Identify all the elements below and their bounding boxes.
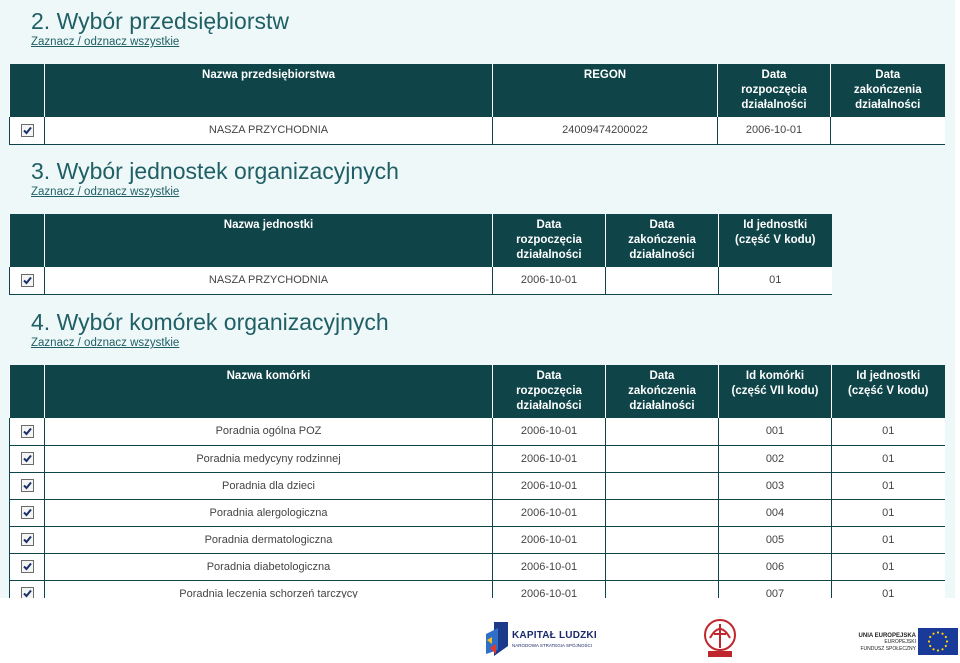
cell-name: NASZA PRZYCHODNIA: [45, 117, 493, 144]
enterprises-table: [9, 64, 945, 145]
row-checkbox-cell: [10, 553, 45, 580]
cell-end-date: [831, 117, 945, 144]
toggle-all-link[interactable]: Zaznacz / odznacz wszystkie: [31, 337, 180, 349]
cell-end-date: [606, 472, 719, 499]
column-header-name: Nazwa jednostki: [45, 214, 493, 267]
column-header-cell-id: Id komórki (część VII kodu): [719, 365, 832, 418]
checkbox-column-header: [10, 64, 45, 117]
cell-name: Poradnia diabetologiczna: [45, 553, 493, 580]
cell-unit-id: 01: [832, 526, 945, 553]
cell-end-date: [606, 580, 719, 598]
table-header-row: [10, 365, 945, 418]
cell-name: Poradnia dla dzieci: [45, 472, 493, 499]
kapital-ludzki-logo: [484, 620, 614, 658]
cell-name: Poradnia alergologiczna: [45, 499, 493, 526]
cell-cell-id: 006: [719, 553, 832, 580]
cell-cell-id: 001: [719, 418, 832, 445]
cell-start-date: 2006-10-01: [493, 445, 606, 472]
checkmark-icon: [22, 426, 33, 437]
cell-cell-id: 005: [719, 526, 832, 553]
row-checkbox-cell: [10, 472, 45, 499]
table-header-row: [10, 64, 945, 117]
cell-end-date: [606, 553, 719, 580]
cell-regon: 24009474200022: [493, 117, 718, 144]
row-checkbox[interactable]: [21, 479, 34, 492]
table-row: [10, 267, 832, 294]
row-checkbox-cell: [10, 499, 45, 526]
footer-logos: [0, 598, 960, 663]
column-header-regon: REGON: [493, 64, 718, 117]
cell-unit-id: 01: [832, 445, 945, 472]
table-row: [10, 445, 945, 472]
eu-line-3: FUNDUSZ SPOŁECZNY: [860, 646, 916, 652]
column-header-name: Nazwa komórki: [45, 365, 493, 418]
section-title: 4. Wybór komórek organizacyjnych: [31, 309, 389, 335]
row-checkbox[interactable]: [21, 425, 34, 438]
cell-unit-id: 01: [832, 472, 945, 499]
row-checkbox-cell: [10, 418, 45, 445]
cell-start-date: 2006-10-01: [493, 580, 606, 598]
checkmark-icon: [22, 534, 33, 545]
row-checkbox[interactable]: [21, 560, 34, 573]
cell-start-date: 2006-10-01: [493, 472, 606, 499]
cell-start-date: 2006-10-01: [493, 418, 606, 445]
section-title: 2. Wybór przedsiębiorstw: [31, 8, 289, 34]
table-row: [10, 499, 945, 526]
eu-title: UNIA EUROPEJSKA: [858, 633, 916, 639]
kapital-ludzki-icon: [484, 620, 510, 658]
cell-name: Poradnia ogólna POZ: [45, 418, 493, 445]
column-header-end-date: Data zakończenia działalności: [606, 214, 719, 267]
column-header-start-date: Data rozpoczęcia działalności: [493, 365, 606, 418]
row-checkbox[interactable]: [21, 587, 34, 598]
cell-unit-id: 01: [832, 553, 945, 580]
eu-logo: [840, 628, 960, 658]
row-checkbox-cell: [10, 526, 45, 553]
kapital-ludzki-title: KAPITAŁ LUDZKI: [512, 630, 597, 641]
row-checkbox-cell: [10, 267, 45, 294]
column-header-unit-id: Id jednostki (część V kodu): [832, 365, 945, 418]
cell-cell-id: 002: [719, 445, 832, 472]
units-table: [9, 214, 832, 295]
column-header-start-date: Data rozpoczęcia działalności: [493, 214, 606, 267]
cell-start-date: 2006-10-01: [718, 117, 831, 144]
kapital-ludzki-subtitle: NARODOWA STRATEGIA SPÓJNOŚCI: [512, 643, 593, 648]
table-row: [10, 472, 945, 499]
cell-end-date: [606, 499, 719, 526]
checkmark-icon: [22, 507, 33, 518]
witi-logo-icon: [698, 618, 742, 660]
cell-unit-id: 01: [832, 499, 945, 526]
cell-name: Poradnia dermatologiczna: [45, 526, 493, 553]
cell-unit-id: 01: [832, 580, 945, 598]
cell-name: Poradnia medycyny rodzinnej: [45, 445, 493, 472]
cell-name: NASZA PRZYCHODNIA: [45, 267, 493, 294]
cell-start-date: 2006-10-01: [493, 267, 606, 294]
cell-unit-id: 01: [719, 267, 832, 294]
checkbox-column-header: [10, 214, 45, 267]
column-header-name: Nazwa przedsiębiorstwa: [45, 64, 493, 117]
cell-end-date: [606, 267, 719, 294]
eu-line-2: EUROPEJSKI: [884, 639, 916, 645]
toggle-all-link[interactable]: Zaznacz / odznacz wszystkie: [31, 186, 180, 198]
cell-unit-id: 01: [832, 418, 945, 445]
column-header-unit-id: Id jednostki (część V kodu): [719, 214, 832, 267]
checkmark-icon: [22, 125, 33, 136]
column-header-end-date: Data zakończenia działalności: [606, 365, 719, 418]
row-checkbox-cell: [10, 580, 45, 598]
checkmark-icon: [22, 480, 33, 491]
cells-table: [9, 365, 945, 598]
table-row: [10, 580, 945, 598]
cell-start-date: 2006-10-01: [493, 499, 606, 526]
cell-name: Poradnia leczenia schorzeń tarczycy: [45, 580, 493, 598]
checkmark-icon: [22, 275, 33, 286]
cell-cell-id: 003: [719, 472, 832, 499]
row-checkbox-cell: [10, 445, 45, 472]
cell-start-date: 2006-10-01: [493, 553, 606, 580]
table-row: [10, 526, 945, 553]
section-title: 3. Wybór jednostek organizacyjnych: [31, 158, 399, 184]
checkmark-icon: [22, 453, 33, 464]
row-checkbox[interactable]: [21, 274, 34, 287]
cell-end-date: [606, 526, 719, 553]
cell-cell-id: 007: [719, 580, 832, 598]
row-checkbox[interactable]: [21, 452, 34, 465]
toggle-all-link[interactable]: Zaznacz / odznacz wszystkie: [31, 36, 180, 48]
eu-flag-icon: [918, 628, 958, 655]
column-header-start-date: Data rozpoczęcia działalności: [718, 64, 831, 117]
row-checkbox[interactable]: [21, 124, 34, 137]
table-row: [10, 418, 945, 445]
row-checkbox-cell: [10, 117, 45, 144]
table-header-row: [10, 214, 832, 267]
column-header-end-date: Data zakończenia działalności: [831, 64, 945, 117]
cell-end-date: [606, 418, 719, 445]
checkmark-icon: [22, 588, 33, 598]
row-checkbox[interactable]: [21, 533, 34, 546]
table-row: [10, 117, 945, 144]
checkmark-icon: [22, 561, 33, 572]
row-checkbox[interactable]: [21, 506, 34, 519]
cell-cell-id: 004: [719, 499, 832, 526]
cell-start-date: 2006-10-01: [493, 526, 606, 553]
checkbox-column-header: [10, 365, 45, 418]
table-row: [10, 553, 945, 580]
cell-end-date: [606, 445, 719, 472]
